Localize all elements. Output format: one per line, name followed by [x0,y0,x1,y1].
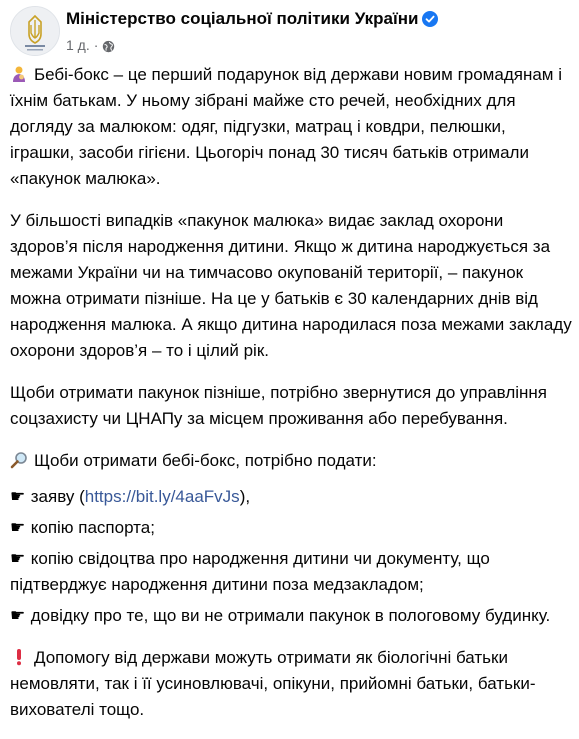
application-link[interactable]: https://bit.ly/4aaFvJs [84,487,240,506]
pointing-hand-icon: ☛ [10,487,26,506]
red-exclamation-emoji [10,648,28,666]
list-item-3-text: копію свідоцтва про народження дитини чи документу, що підтверджує народження дитини поза медзакладом; [10,549,490,594]
paragraph-4 [10,448,572,474]
page-avatar[interactable] [10,6,60,56]
page-name-text[interactable]: Міністерство соціальної політики України [66,9,419,28]
list-item-1-suffix: ), [239,487,251,506]
post-body [10,62,572,739]
paragraph-1-text: Бебі-бокс – це перший подарунок від держави новим громадянам і їхнім батькам. У ньому зібрані майже сто речей, необхідних для догляду за малюком: одяг, підгузки, матрац і ковдри, пелюшки, іграшки, засоби гігієни. Цьогоріч понад 30 тисяч батьків отримали «пакунок малюка». [10,65,562,188]
post-meta [66,36,115,57]
list-item [10,484,572,510]
list-item-1-prefix: заяву ( [30,487,85,506]
person-feeding-baby-emoji [10,65,28,83]
documents-list [10,484,572,629]
paragraph-3: Щоби отримати пакунок пізніше, потрібно звернутися до управління соцзахисту чи ЦНАПу за місцем проживання або перебування. [10,383,547,428]
paragraph-1 [10,62,572,192]
paragraph-5-text: Допомогу від держави можуть отримати як біологічні батьки немовляти, так і її усиновлювачі, опікуни, прийомні батьки, батьки-вихователі тощо. [10,648,536,719]
post-header [10,6,570,56]
magnifying-glass-emoji [10,451,28,469]
meta-separator: · [93,37,99,53]
post-timestamp[interactable]: 1 д. [66,37,90,53]
pointing-hand-icon: ☛ [10,518,26,537]
paragraph-4-text: Щоби отримати бебі-бокс, потрібно подати: [34,451,377,470]
globe-icon[interactable] [102,39,115,57]
list-item [10,546,572,598]
list-item-2-text: копію паспорта; [30,518,155,537]
paragraph-5 [10,645,572,723]
ministry-logo-icon [11,7,59,55]
page-name[interactable] [66,8,438,33]
list-item [10,515,572,541]
pointing-hand-icon: ☛ [10,606,26,625]
paragraph-2: У більшості випадків «пакунок малюка» видає заклад охорони здоров’я після народження дитини. Якщо ж дитина народжується за межами України чи на тимчасово окупованій території, – пакунок можна отримати пізніше. На це у батьків є 30 календарних днів від народження малюка. А якщо дитина народилася поза межами закладу охорони здоров’я – то і цілий рік. [10,211,572,360]
verified-badge-icon [422,11,438,33]
pointing-hand-icon: ☛ [10,549,26,568]
list-item-4-text: довідку про те, що ви не отримали пакунок в пологовому будинку. [30,606,551,625]
list-item [10,603,572,629]
